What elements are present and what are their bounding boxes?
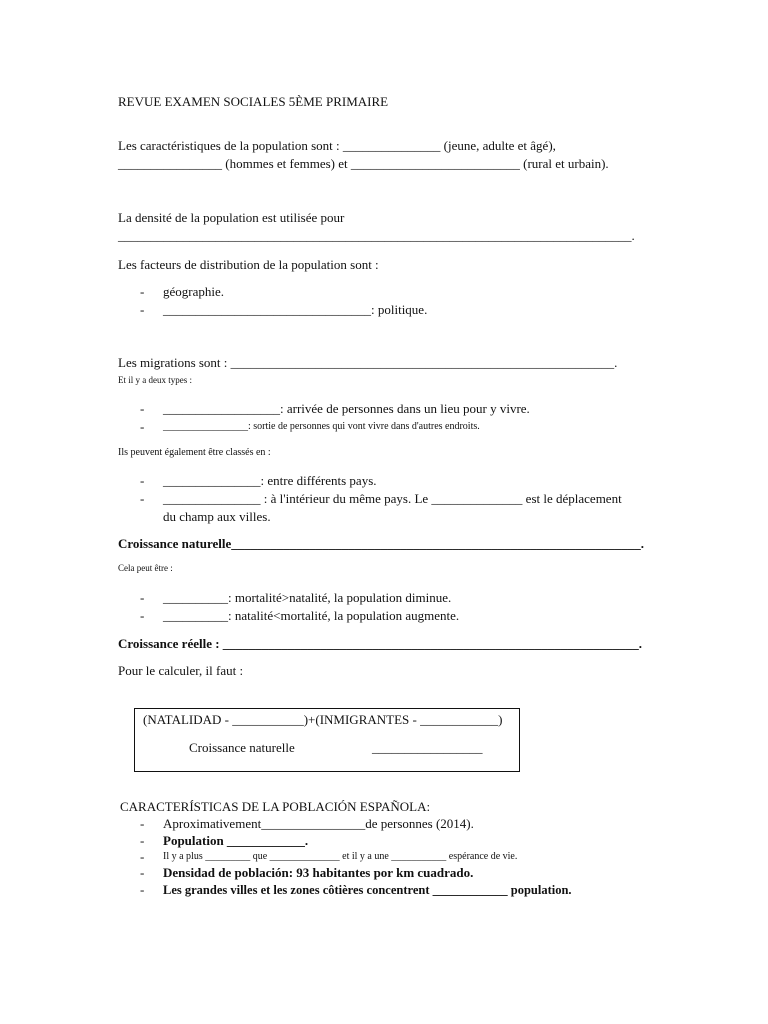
factor-item-politics: ________________________________: politique. [163, 302, 428, 317]
bullet-dash: - [140, 401, 145, 416]
factor-item-geography: géographie. [163, 284, 225, 299]
bullet-dash: - [140, 882, 145, 897]
spanish-population-heading: CARACTERÍSTICAS DE LA POBLACIÓN ESPAÑOLA: [120, 799, 431, 814]
formula-blank: _________________ [372, 740, 483, 755]
natural-growth-heading: Croissance naturelle_______________________________________________________________. [118, 536, 645, 551]
density-line-2: _______________________________________________________________________________. [118, 228, 635, 243]
factors-intro: Les facteurs de distribution de la population sont : [118, 257, 379, 272]
spanish-item-density: Densidad de población: 93 habitantes por km cuadrado. [163, 865, 474, 880]
bullet-dash: - [140, 816, 145, 831]
bullet-dash: - [140, 419, 145, 434]
real-growth-heading: Croissance réelle : ________________________________________________________________. [118, 636, 643, 651]
bullet-dash: - [140, 590, 145, 605]
spanish-item-cities: Les grandes villes et les zones côtières concentrent ____________ population. [163, 883, 572, 897]
characteristics-line-2: ________________ (hommes et femmes) et __________________________ (rural et urbain). [118, 156, 609, 171]
classes-intro: Ils peuvent également être classés en : [118, 447, 271, 458]
class-item-internal-continued: du champ aux villes. [163, 509, 271, 524]
class-item-internal: _______________ : à l'intérieur du même pays. Le ______________ est le déplacement [163, 491, 622, 506]
bullet-dash: - [140, 849, 145, 864]
bullet-dash: - [140, 302, 145, 317]
bullet-dash: - [140, 833, 145, 848]
migration-item-immigration: __________________: arrivée de personnes dans un lieu pour y vivre. [163, 401, 530, 416]
bullet-dash: - [140, 284, 145, 299]
natural-growth-sub: Cela peut être : [118, 563, 173, 573]
migrations-line: Les migrations sont : ___________________________________________________________. [118, 355, 618, 370]
migrations-types-intro: Et il y a deux types : [118, 375, 192, 385]
bullet-dash: - [140, 865, 145, 880]
spanish-item-population: Population ____________. [163, 833, 309, 848]
page-title: REVUE EXAMEN SOCIALES 5ÈME PRIMAIRE [118, 94, 389, 109]
formula-label: Croissance naturelle [189, 740, 295, 755]
bullet-dash: - [140, 473, 145, 488]
migration-item-emigration: _________________: sortie de personnes qui vont vivre dans d'autres endroits. [163, 421, 480, 432]
bullet-dash: - [140, 608, 145, 623]
density-line-1: La densité de la population est utilisée pour [118, 210, 345, 225]
characteristics-line-1: Les caractéristiques de la population sont : _______________ (jeune, adulte et âgé), [118, 138, 556, 153]
natural-growth-item-decrease: __________: mortalité>natalité, la population diminue. [163, 590, 452, 605]
spanish-item-approx: Aproximativement________________de personnes (2014). [163, 816, 474, 831]
class-item-international: _______________: entre différents pays. [163, 473, 377, 488]
natural-growth-item-increase: __________: natalité<mortalité, la population augmente. [163, 608, 460, 623]
spanish-item-comparison: Il y a plus _________ que ______________ et il y a une ___________ espérance de vie. [163, 851, 518, 862]
bullet-dash: - [140, 491, 145, 506]
real-growth-sub: Pour le calculer, il faut : [118, 663, 244, 678]
formula-line: (NATALIDAD - ___________)+(INMIGRANTES - ____________) [143, 712, 503, 727]
